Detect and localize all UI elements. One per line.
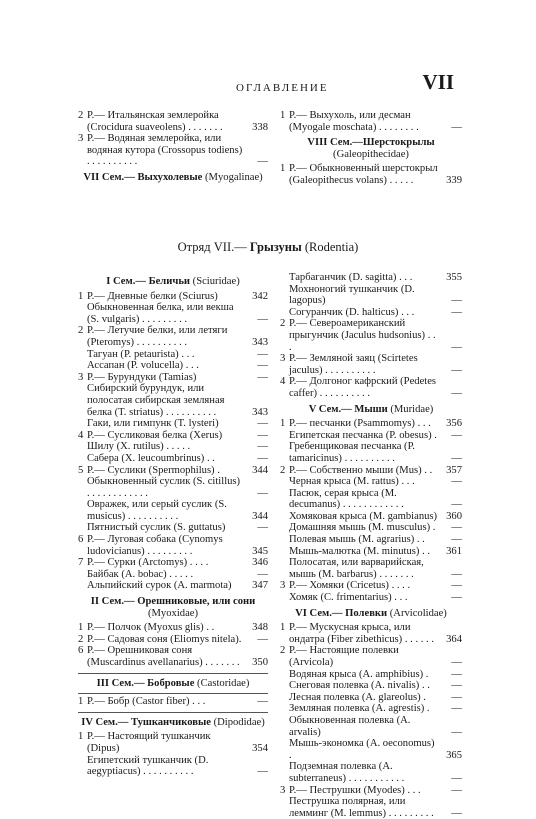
entry-title: Гаки, или гимпунк (T. lysteri): [87, 418, 219, 430]
entry-title: Гребенщиковая песчанка (P. tamaricinus) . . . . . . . . . .: [289, 441, 415, 464]
entry-title: Земляная полевка (A. agrestis) .: [289, 703, 430, 715]
family-name: II Сем.— Орешниковые, или сони: [90, 596, 256, 608]
entry-page: 364: [446, 633, 462, 645]
toc-entry: [280, 430, 462, 442]
toc-entry: [78, 499, 268, 522]
toc-entry: [78, 731, 268, 754]
entry-title: Лесная полевка (A. glareolus) .: [289, 691, 426, 703]
entry-title: Снеговая полевка (A. nivalis) . .: [289, 680, 430, 692]
entry-title: Р.— Мускусная крыса, или ондатра (Fiber zibethicus) . . . . . .: [289, 622, 434, 645]
entry-number: 1: [280, 110, 286, 121]
entry-page: —: [451, 726, 462, 738]
entry-page: 356: [446, 418, 462, 430]
toc-entry: [78, 534, 268, 557]
entry-title: Хомяковая крыса (M. gambianus): [289, 510, 438, 522]
toc-entry: [78, 325, 268, 348]
entry-number: 1: [78, 696, 84, 708]
entry-title: Р.— Долгоног кафрский (Pedetes caffer) . . . . . . . . . .: [289, 376, 437, 399]
entry-title: Домашняя мышь (M. musculus) .: [289, 522, 436, 534]
entry-page: 350: [252, 657, 268, 668]
entry-page: —: [451, 534, 462, 546]
entry-page: —: [451, 703, 462, 715]
toc-entry: [280, 272, 462, 284]
toc-entry: [280, 546, 462, 558]
toc-entry: [280, 715, 462, 738]
entry-page: —: [257, 360, 268, 372]
family-latin: (Arvicolidae): [387, 607, 447, 619]
entry-title: Ассапан (P. volucella) . . .: [87, 360, 199, 372]
toc-entry: [78, 372, 268, 384]
toc-entry: [280, 534, 462, 546]
entry-title: Тарбаганчик (D. sagitta) . . .: [289, 272, 413, 283]
entry-title: Мышь-экономка (A. oeconomus) .: [289, 738, 435, 761]
entry-title: Р.— Пеструшки (Myodes) . . .: [289, 784, 421, 796]
entry-page: —: [257, 313, 268, 325]
entry-title: Р.— Итальянская землеройка (Crocidura suaveolens) . . . . . . .: [87, 110, 223, 133]
entry-title: Овражек, или серый суслик (S. musicus) . . . . . . . . . .: [87, 499, 227, 522]
family-latin: (Galeopithecidae): [333, 148, 409, 160]
family-heading: [280, 404, 462, 416]
toc-entry: [78, 133, 268, 168]
entry-number: 1: [280, 163, 286, 175]
entry-title: Р.— Бурундуки (Tamias): [87, 371, 197, 383]
entry-title: Р.— Суслики (Spermophilus) .: [87, 464, 220, 476]
toc-entry: [280, 110, 462, 133]
entry-title: Р.— Дневные белки (Sciurus): [87, 290, 218, 302]
toc-entry: [280, 441, 462, 464]
entry-page: —: [451, 452, 462, 464]
entry-page: 345: [252, 545, 268, 557]
order-heading: [0, 240, 536, 255]
entry-title: Сибирский бурундук, или полосатая сибирская земляная белка (T. striatus) . . . . . . . . . .: [87, 383, 225, 418]
entry-page: —: [451, 364, 462, 376]
entry-page: —: [257, 156, 268, 168]
entry-title: Мышь-малютка (M. minutus) . .: [289, 545, 431, 557]
toc-entry: [78, 441, 268, 453]
entry-page: —: [451, 784, 462, 796]
entry-number: 3: [78, 371, 84, 383]
entry-number: 7: [78, 557, 84, 569]
order-name: Грызуны: [249, 240, 302, 254]
entry-page: —: [451, 592, 462, 604]
entry-title: Р.— Садовая соня (Eliomys nitela).: [87, 633, 242, 645]
entry-number: 2: [78, 325, 84, 337]
entry-number: 4: [78, 429, 84, 441]
entry-page: 365: [446, 749, 462, 761]
entry-title: Р.— Настоящий тушканчик (Dipus): [87, 731, 211, 754]
entry-title: Р.— песчанки (Psammomys) . . .: [289, 418, 431, 430]
insectivores-continuation-right: [280, 110, 462, 187]
family-heading: [78, 717, 268, 729]
entry-title: Египетский тушканчик (D. aegyptiacus) . . . . . . . . . .: [87, 754, 209, 778]
entry-page: —: [257, 766, 268, 778]
toc-entry: [280, 580, 462, 592]
entry-page: —: [451, 306, 462, 318]
entry-title: Сабера (X. leucoumbrinus) . .: [87, 452, 215, 464]
entry-page: —: [451, 341, 462, 353]
entry-number: 2: [78, 110, 84, 121]
toc-entry: [280, 511, 462, 523]
insectivores-continuation-left: [78, 110, 268, 187]
toc-entry: [78, 645, 268, 668]
entry-title: Полевая мышь (M. agrarius) . .: [289, 534, 425, 546]
entry-number: 5: [78, 464, 84, 476]
entry-page: —: [451, 387, 462, 399]
entry-number: 6: [78, 645, 84, 657]
toc-entry: [78, 696, 268, 708]
entry-title: Р.— Орешниковая соня (Muscardinus avellanarius) . . . . . . .: [87, 645, 240, 668]
toc-entry: [78, 349, 268, 361]
entry-title: Альпийский сурок (A. marmota): [87, 580, 232, 592]
entry-title: Р.— Летучие белки, или летяги (Pteromys) . . . . . . . . . .: [87, 325, 228, 348]
toc-entry: [280, 284, 462, 307]
section-divider: [78, 712, 268, 713]
family-name: I Сем.— Беличьи: [106, 276, 191, 287]
toc-entry: [78, 360, 268, 372]
entry-title: Р.— Сурки (Arctomys) . . . .: [87, 557, 209, 569]
entry-title: Хомяк (C. frimentarius) . . .: [289, 592, 408, 604]
toc-right-column: [280, 272, 462, 819]
entry-page: —: [451, 522, 462, 534]
section-divider: [78, 693, 268, 694]
family-latin: (Myoxidae): [147, 607, 198, 619]
entry-number: 3: [280, 580, 286, 592]
entry-title: Р.— Сусликовая белка (Xerus): [87, 429, 223, 441]
page-number: VII: [422, 70, 454, 94]
entry-number: 2: [78, 633, 84, 645]
family-latin: (Dipodidae): [210, 716, 265, 728]
entry-page: —: [257, 487, 268, 499]
entry-number: 3: [280, 784, 286, 796]
toc-entry: [78, 522, 268, 534]
toc-entry: [280, 692, 462, 704]
toc-entry: [280, 680, 462, 692]
entry-title: Р.— Водяная землеройка, или водяная кутора (Crossopus todiens) . . . . . . . . . .: [87, 133, 243, 168]
toc-entry: [280, 669, 462, 681]
family-heading: [78, 276, 268, 288]
entry-page: 342: [252, 290, 268, 302]
toc-entry: [280, 465, 462, 477]
entry-page: —: [451, 121, 462, 133]
entry-number: 4: [280, 376, 286, 388]
family-name: VI Сем.— Полевки: [295, 607, 388, 619]
entry-page: 354: [252, 742, 268, 754]
toc-entry: [280, 703, 462, 715]
entry-title: Пасюк, серая крыса (M. decumanus) . . . . . . . . . . . .: [289, 487, 404, 511]
family-latin: (Muridae): [387, 403, 434, 415]
family-name: VIII Сем.—Шерстокрылы: [307, 137, 435, 149]
family-heading: [78, 596, 268, 619]
entry-title: Р.— Бобр (Castor fiber) . . .: [87, 696, 206, 708]
entry-title: Шилу (X. rutilus) . . . . .: [87, 441, 191, 453]
entry-page: —: [257, 429, 268, 441]
family-name: III Сем.— Бобровые: [96, 677, 195, 689]
entry-title: Р.— Земляной заяц (Scirtetes jaculus) . . . . . . . . . .: [289, 353, 418, 376]
entry-page: —: [451, 295, 462, 307]
toc-entry: [280, 592, 462, 604]
entry-page: —: [257, 568, 268, 580]
toc-entry: [280, 318, 462, 353]
entry-page: —: [451, 568, 462, 580]
entry-number: 2: [280, 318, 286, 330]
entry-number: 3: [78, 133, 84, 145]
toc-entry: [280, 622, 462, 645]
toc-entry: [78, 476, 268, 499]
entry-page: 344: [252, 464, 268, 476]
toc-entry: [280, 353, 462, 376]
entry-page: —: [451, 476, 462, 488]
entry-number: 1: [78, 290, 84, 302]
entry-page: —: [451, 772, 462, 784]
entry-page: —: [451, 499, 462, 511]
entry-page: —: [451, 807, 462, 819]
entry-number: 1: [280, 418, 286, 430]
entry-title: Пятнистый суслик (S. guttatus): [87, 522, 226, 534]
entry-page: 346: [252, 557, 268, 569]
entry-title: Р.— Выхухоль, или десман (Myogale moschata) . . . . . . . .: [289, 110, 419, 133]
entry-title: Р.— Североамериканский прыгунчик (Jaculus hudsonius) . . .: [289, 318, 436, 353]
family-heading: [280, 137, 462, 160]
entry-page: —: [257, 522, 268, 534]
toc-entry: [78, 580, 268, 592]
entry-title: Р.— Полчок (Myoxus glis) . .: [87, 622, 215, 634]
running-title: ОГЛАВЛЕНИЕ: [236, 82, 329, 94]
entry-page: 347: [252, 580, 268, 592]
family-name: VII Сем.— Выхухолевые: [83, 171, 203, 183]
entry-page: 338: [252, 121, 268, 133]
entry-title: Черная крыса (M. rattus) . . .: [289, 476, 415, 488]
family-name: V Сем.— Мыши: [308, 403, 388, 415]
toc-entry: [280, 761, 462, 784]
entry-title: Тагуан (P. petaurista) . . .: [87, 348, 195, 360]
entry-page: 360: [446, 510, 462, 522]
entry-number: 2: [280, 464, 286, 476]
entry-title: Р.— Настоящие полевки (Arvicola): [289, 645, 399, 668]
entry-page: 344: [252, 510, 268, 522]
family-latin: (Castoridae): [194, 677, 250, 689]
entry-title: Пеструшка полярная, или лемминг (M. lemmus) . . . . . . . . .: [289, 796, 434, 819]
toc-entry: [78, 418, 268, 430]
entry-page: —: [257, 452, 268, 464]
entry-page: —: [257, 696, 268, 708]
entry-title: Р.— Обыкновенный шерстокрыл (Galeopithecus volans) . . . . .: [289, 163, 438, 186]
entry-page: —: [451, 580, 462, 592]
toc-entry: [78, 302, 268, 325]
entry-page: 355: [446, 272, 462, 283]
entry-title: Полосатая, или варварийская, мышь (M. barbarus) . . . . . . .: [289, 557, 424, 580]
toc-entry: [78, 291, 268, 303]
family-name: IV Сем.— Тушканчиковые: [81, 716, 211, 728]
entry-title: Обыкновенная полевка (A. arvalis): [289, 714, 411, 738]
toc-entry: [280, 307, 462, 319]
entry-page: —: [257, 371, 268, 383]
toc-entry: [280, 785, 462, 797]
section-divider: [78, 673, 268, 674]
order-prefix: Отряд VII.—: [177, 240, 250, 254]
entry-title: Р.— Хомяки (Cricetus) . . . .: [289, 580, 411, 592]
family-heading: [78, 678, 268, 690]
family-heading: [78, 172, 268, 184]
toc-entry: [78, 465, 268, 477]
toc-entry: [280, 476, 462, 488]
entry-page: 343: [252, 406, 268, 418]
toc-entry: [280, 418, 462, 430]
toc-entry: [78, 755, 268, 778]
entry-title: Египетская песчанка (P. obesus) .: [289, 429, 437, 441]
entry-title: Подземная полевка (A. subterraneus) . . . . . . . . . . .: [289, 761, 405, 784]
order-latin: (Rodentia): [301, 240, 359, 254]
entry-page: —: [257, 633, 268, 645]
toc-entry: [78, 453, 268, 465]
toc-entry: [78, 430, 268, 442]
entry-title: Р.— Луговая собака (Cynomys ludovicianus) . . . . . . . . .: [87, 534, 223, 557]
entry-title: Обыкновенная белка, или векша (S. vulgaris) . . . . . . . . .: [87, 302, 234, 325]
entry-number: 1: [78, 622, 84, 634]
family-latin: (Sciuridae): [190, 276, 240, 287]
entry-page: —: [451, 668, 462, 680]
toc-entry: [78, 383, 268, 418]
toc-entry: [78, 622, 268, 634]
entry-number: 6: [78, 534, 84, 546]
entry-page: —: [451, 691, 462, 703]
toc-entry: [280, 645, 462, 668]
toc-entry: [280, 488, 462, 511]
entry-number: 2: [280, 645, 286, 657]
toc-entry: [280, 522, 462, 534]
entry-page: —: [257, 418, 268, 430]
family-latin: (Myogalinae): [202, 171, 263, 183]
toc-entry: [78, 557, 268, 569]
entry-title: Водяная крыса (A. amphibius) .: [289, 668, 429, 680]
entry-title: Р.— Собственно мыши (Mus) . .: [289, 464, 433, 476]
entry-page: —: [451, 657, 462, 668]
toc-entry: [280, 376, 462, 399]
entry-page: —: [451, 429, 462, 441]
entry-page: 348: [252, 622, 268, 634]
entry-page: —: [451, 680, 462, 692]
toc-entry: [78, 634, 268, 646]
entry-page: 357: [446, 464, 462, 476]
entry-number: 1: [280, 622, 286, 634]
entry-title: Согуранчик (D. halticus) . . .: [289, 306, 415, 318]
entry-page: 361: [446, 545, 462, 557]
entry-page: —: [257, 441, 268, 453]
toc-entry: [280, 557, 462, 580]
toc-entry: [280, 738, 462, 761]
entry-page: —: [257, 348, 268, 360]
entry-title: Обыкновенный суслик (S. citillus) . . . . . . . . . . . .: [87, 476, 241, 499]
entry-title: Байбак (A. bobac) . . . . .: [87, 568, 194, 580]
family-heading: [280, 608, 462, 620]
entry-title: Мохноногий тушканчик (D. lagopus): [289, 283, 415, 307]
toc-entry: [78, 110, 268, 133]
toc-entry: [280, 163, 462, 186]
entry-page: 339: [446, 174, 462, 186]
entry-number: 1: [78, 731, 84, 743]
entry-number: 3: [280, 353, 286, 365]
page-header: [0, 66, 536, 96]
toc-entry: [78, 569, 268, 581]
entry-page: 343: [252, 336, 268, 348]
toc-left-column: [78, 272, 268, 778]
